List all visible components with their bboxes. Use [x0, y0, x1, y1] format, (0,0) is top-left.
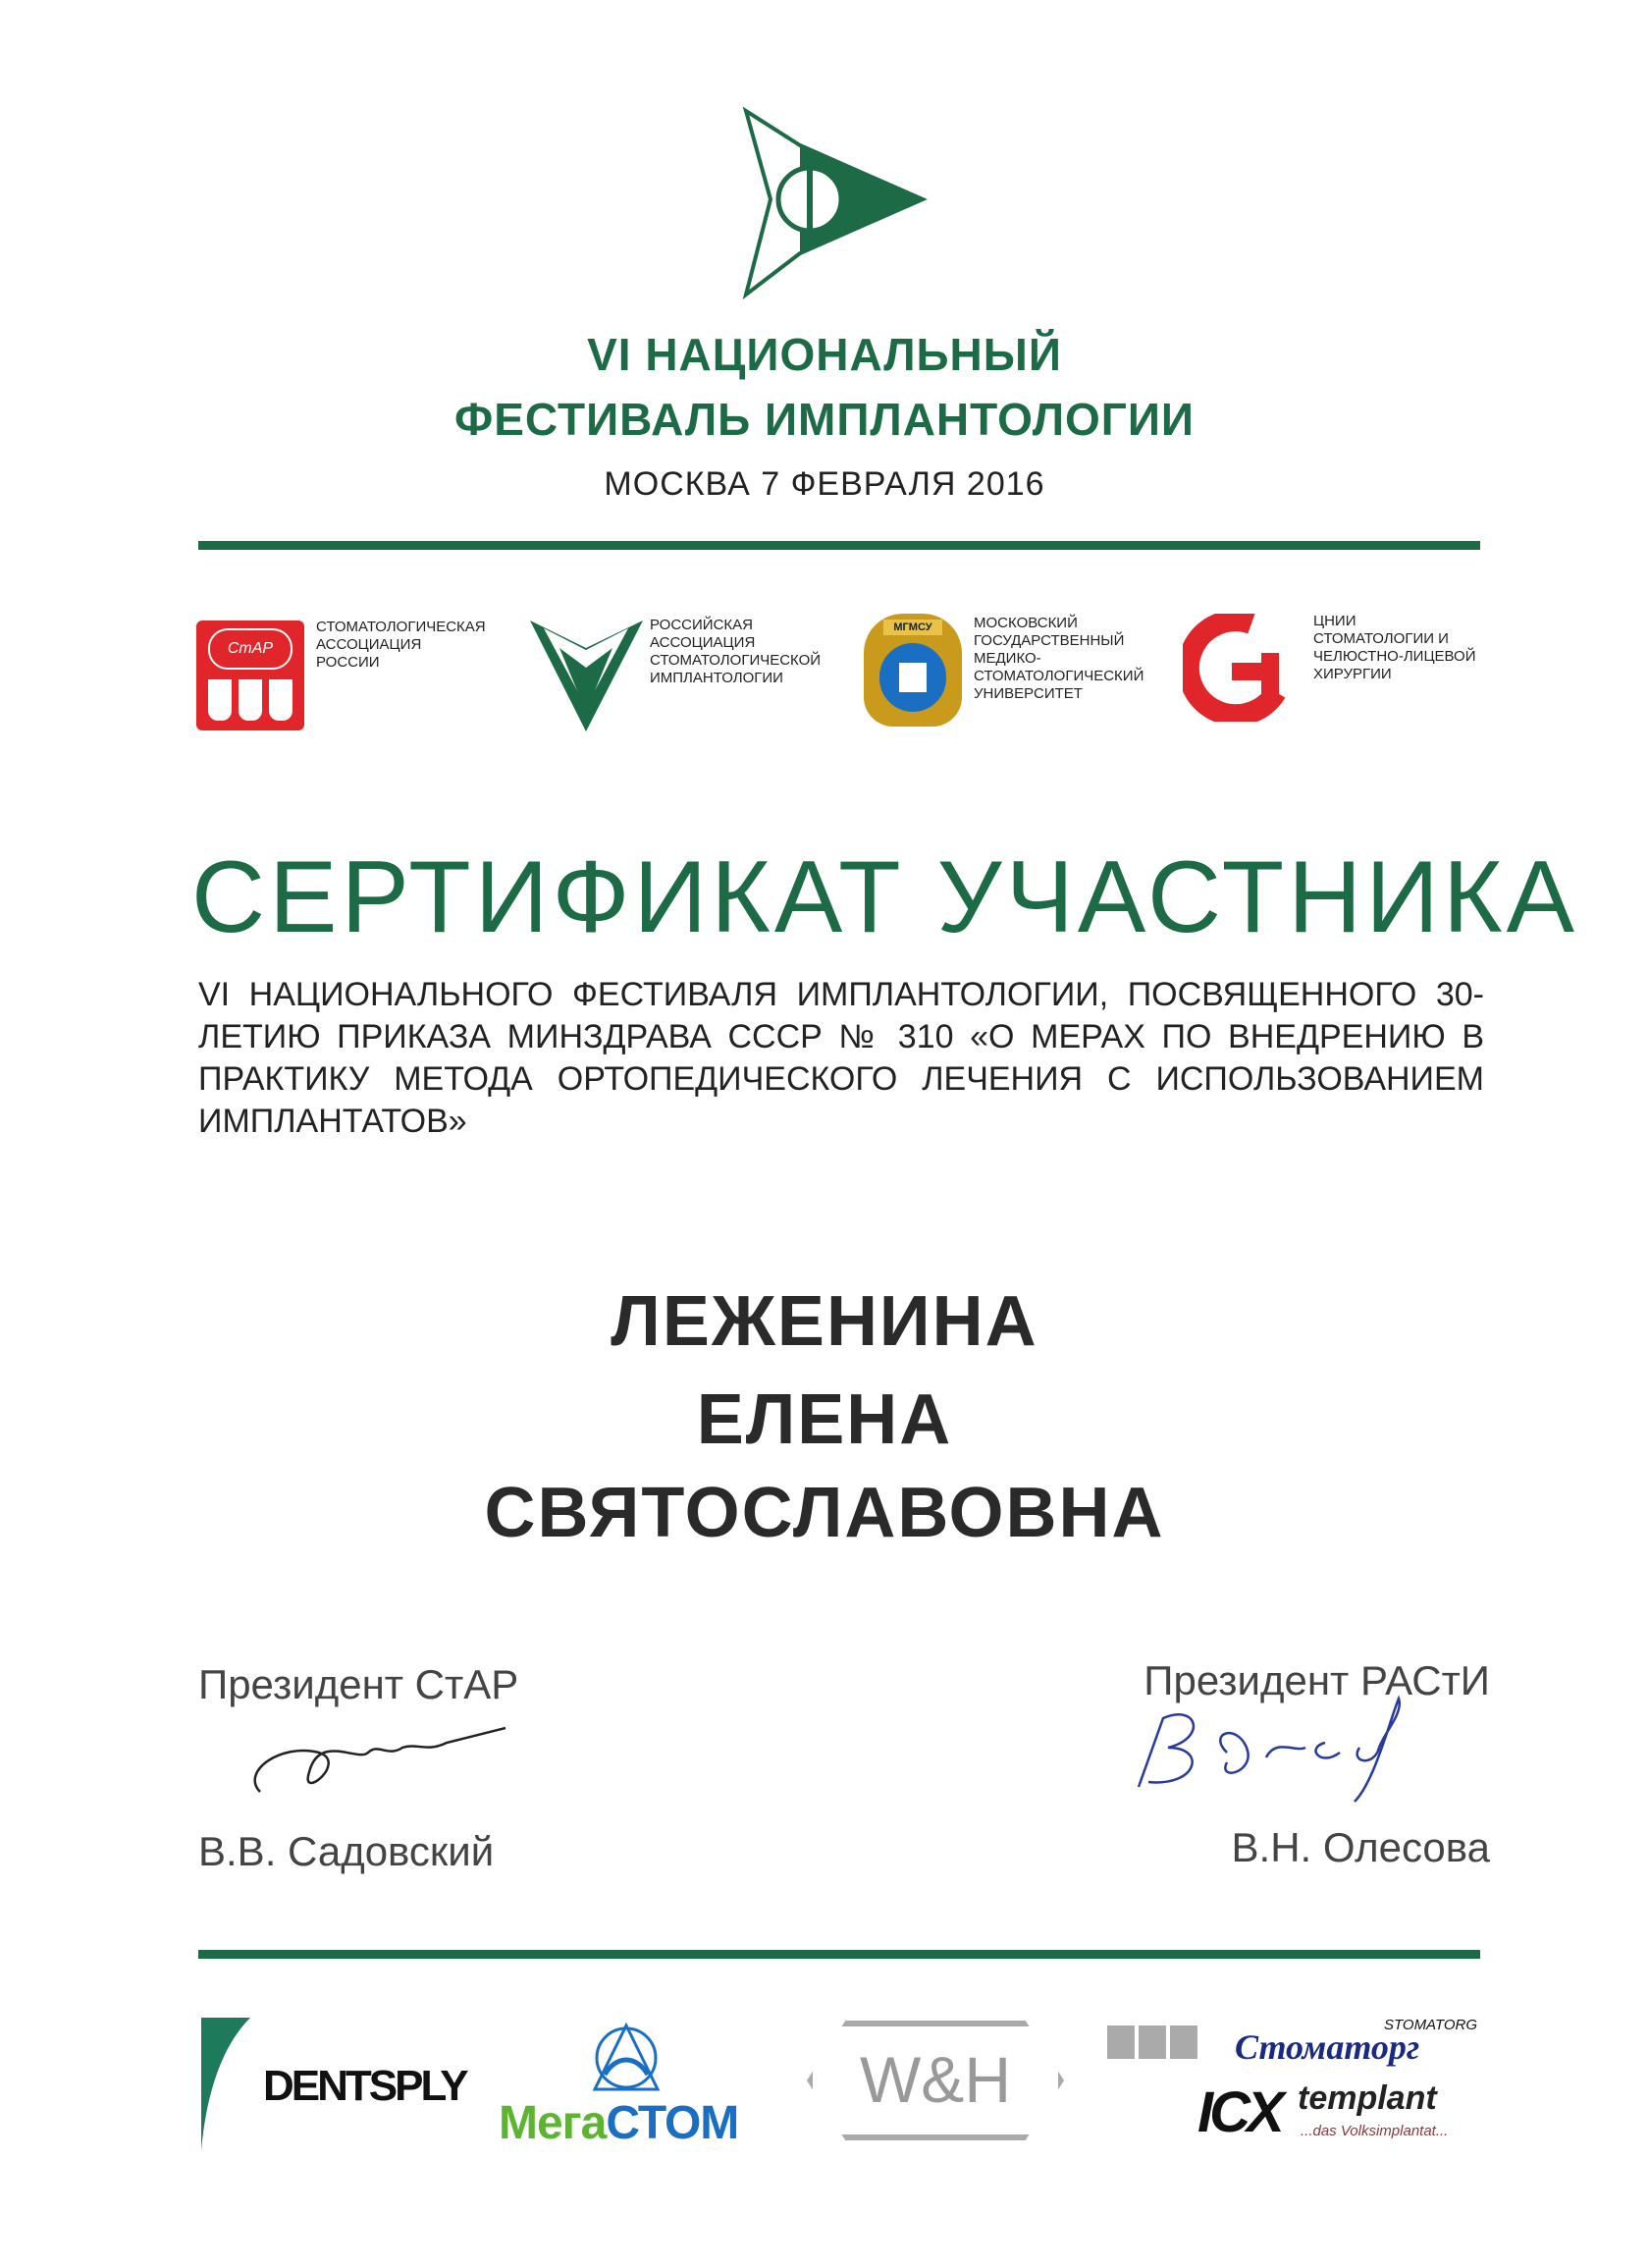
- left-signature-icon: [240, 1713, 535, 1821]
- top-divider: [198, 541, 1480, 550]
- partner-star-text: СТОМАТОЛОГИЧЕСКАЯ АССОЦИАЦИЯ РОССИИ: [316, 619, 486, 671]
- stomatorg-tile-icon: [1139, 2025, 1166, 2059]
- partner-mgmsu-text: МОСКОВСКИЙ ГОСУДАРСТВЕННЫЙ МЕДИКО- СТОМАТОЛОГИЧЕСКИЙ УНИВЕРСИТЕТ: [974, 615, 1144, 702]
- left-signatory-name: В.В. Садовский: [198, 1828, 495, 1874]
- bottom-divider: [198, 1950, 1480, 1959]
- certificate-heading: СЕРТИФИКАТ УЧАСТНИКА: [191, 840, 1578, 954]
- participant-first-name: ЕЛЕНА: [696, 1380, 953, 1459]
- icx-logo: ICX: [1197, 2080, 1281, 2144]
- participant-surname: ЛЕЖЕНИНА: [611, 1282, 1038, 1361]
- mgmsu-emblem-icon: МГМСУ: [864, 614, 962, 727]
- left-signatory-role: Президент СтАР: [198, 1661, 519, 1707]
- stomatorg-logo: Стоматорг: [1235, 2027, 1420, 2067]
- megastom-logo: МегаСТОМ: [499, 2097, 739, 2149]
- wh-logo: W&H: [860, 2043, 1011, 2116]
- partner-rasti-text: РОССИЙСКАЯ АССОЦИАЦИЯ СТОМАТОЛОГИЧЕСКОЙ ИМПЛАНТОЛОГИИ: [650, 617, 822, 686]
- festival-date: МОСКВА 7 ФЕВРАЛЯ 2016: [604, 465, 1045, 503]
- star-logo-icon: СтАР: [196, 621, 304, 730]
- right-signature-icon: [1109, 1694, 1443, 1811]
- right-signatory-role: Президент РАСтИ: [1144, 1657, 1490, 1703]
- rasti-logo-icon: [530, 619, 643, 731]
- cniis-logo-icon: [1183, 614, 1305, 722]
- festival-title-line2: ФЕСТИВАЛЬ ИМПЛАНТОЛОГИИ: [453, 394, 1195, 445]
- festival-title-line1: VI НАЦИОНАЛЬНЫЙ: [587, 329, 1062, 380]
- templant-logo: templant: [1298, 2079, 1437, 2117]
- participant-patronymic: СВЯТОСЛАВОВНА: [484, 1474, 1165, 1552]
- partner-cniis-text: ЦНИИ СТОМАТОЛОГИИ И ЧЕЛЮСТНО-ЛИЦЕВОЙ ХИРУРГИИ: [1313, 613, 1476, 682]
- stomatorg-tile-icon: [1170, 2025, 1197, 2059]
- dentsply-logo: DENTSPLY: [263, 2062, 466, 2110]
- templant-tagline: ...das Volksimplantat...: [1301, 2123, 1449, 2139]
- festival-logo-icon: [741, 106, 937, 300]
- stomatorg-latin: STOMATORG: [1384, 2017, 1478, 2033]
- right-signatory-name: В.Н. Олесова: [1231, 1824, 1490, 1870]
- certificate-description: VI НАЦИОНАЛЬНОГО ФЕСТИВАЛЯ ИМПЛАНТОЛОГИИ, ПОСВЯЩЕННОГО 30-ЛЕТИЮ ПРИКАЗА МИНЗДРАВА СССР № 310 «О МЕРАХ ПО ВНЕДРЕНИЮ В ПРАКТИКУ МЕТОДА ОРТОПЕДИЧЕСКОГО ЛЕЧЕНИЯ С ИСПОЛЬЗОВАНИЕМ ИМПЛАНТАТОВ»: [198, 976, 1484, 1140]
- stomatorg-tile-icon: [1107, 2025, 1135, 2059]
- dentsply-swoosh-icon: [201, 2018, 260, 2150]
- megastom-emblem-icon: [587, 2021, 665, 2099]
